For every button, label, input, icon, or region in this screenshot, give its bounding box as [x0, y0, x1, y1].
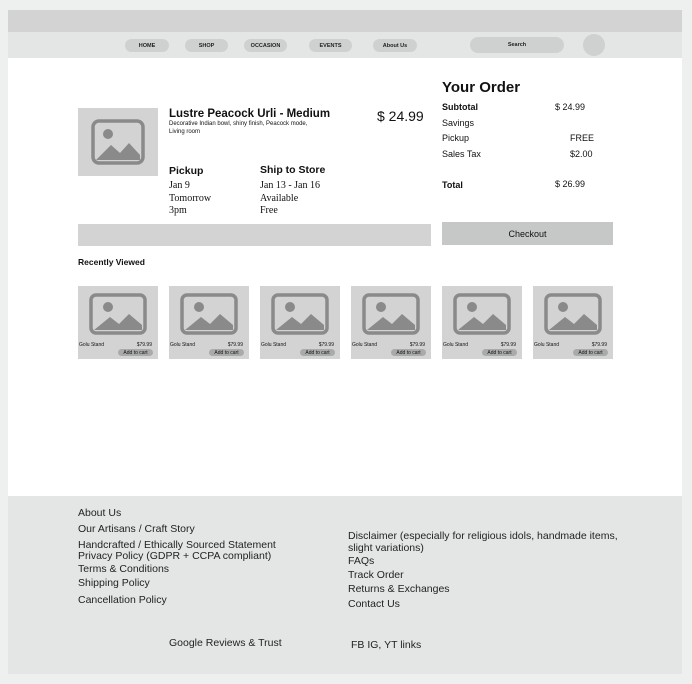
product-card[interactable]: [260, 286, 340, 359]
add-to-cart-button[interactable]: Add to cart: [391, 349, 426, 356]
footer-link-artisans[interactable]: Our Artisans / Craft Story: [78, 523, 195, 535]
top-strip: [8, 10, 682, 32]
google-reviews-link[interactable]: Google Reviews & Trust: [169, 637, 282, 649]
subtotal-label: Subtotal: [442, 102, 478, 112]
image-placeholder-icon: [91, 119, 145, 165]
footer-link-cancellation[interactable]: Cancellation Policy: [78, 594, 167, 606]
image-placeholder-icon: [271, 293, 329, 335]
card-image: [351, 286, 431, 341]
card-price: $79.99: [136, 342, 152, 348]
social-links[interactable]: FB IG, YT links: [351, 639, 422, 651]
sales-tax-label: Sales Tax: [442, 149, 481, 159]
product-title: Lustre Peacock Urli - Medium: [169, 108, 331, 120]
card-name: Golu Stand: [261, 342, 287, 348]
recently-viewed-heading: Recently Viewed: [78, 257, 145, 267]
card-image: [533, 286, 613, 341]
nav-shop[interactable]: SHOP: [185, 39, 228, 52]
card-price: $79.99: [318, 342, 334, 348]
ship-details[interactable]: [260, 180, 320, 218]
footer-link-about-us[interactable]: About Us: [78, 507, 122, 519]
product-card[interactable]: [351, 286, 431, 359]
card-price: $79.99: [591, 342, 607, 348]
total-label: Total: [442, 180, 463, 190]
product-description: Decorative Indian bowl, shiny finish, Peacock mode, Living room: [169, 121, 308, 135]
product-card[interactable]: [533, 286, 613, 359]
image-placeholder-icon: [544, 293, 602, 335]
footer-link-shipping[interactable]: Shipping Policy: [78, 577, 150, 589]
subtotal-value: $ 24.99: [555, 102, 586, 112]
footer-link-track-order[interactable]: Track Order: [348, 569, 404, 581]
total-value: $ 26.99: [555, 179, 586, 189]
ship-dates: Jan 13 - Jan 16: [260, 180, 320, 191]
footer-link-contact[interactable]: Contact Us: [348, 598, 400, 610]
page-frame: [8, 10, 682, 674]
navbar: [8, 32, 682, 58]
checkout-button[interactable]: Checkout: [442, 222, 613, 245]
pickup-details[interactable]: [169, 180, 211, 218]
search-input[interactable]: Search: [470, 37, 564, 53]
product-card[interactable]: [169, 286, 249, 359]
placeholder-bar: [78, 224, 431, 246]
card-image: [260, 286, 340, 341]
footer-link-terms[interactable]: Terms & Conditions: [78, 563, 170, 575]
avatar[interactable]: [583, 34, 605, 56]
card-price: $79.99: [227, 342, 243, 348]
image-placeholder-icon: [180, 293, 238, 335]
ship-heading: Ship to Store: [260, 164, 326, 176]
footer-link-privacy[interactable]: Privacy Policy (GDPR + CCPA compliant): [78, 550, 272, 562]
ship-availability: Available: [260, 192, 299, 204]
order-title: Your Order: [442, 79, 521, 96]
card-name: Golu Stand: [352, 342, 378, 348]
card-name: Golu Stand: [443, 342, 469, 348]
savings-label: Savings: [442, 118, 475, 128]
pickup-day: Tomorrow: [169, 192, 212, 204]
card-price: $79.99: [500, 342, 516, 348]
product-card[interactable]: [442, 286, 522, 359]
product-image: [78, 108, 158, 176]
nav-about-us[interactable]: About Us: [373, 39, 417, 52]
pickup-label: Pickup: [442, 133, 470, 143]
card-name: Golu Stand: [534, 342, 560, 348]
add-to-cart-button[interactable]: Add to cart: [300, 349, 335, 356]
card-image: [169, 286, 249, 341]
pickup-time: 3pm: [169, 205, 187, 216]
nav-events[interactable]: EVENTS: [309, 39, 352, 52]
footer-link-disclaimer[interactable]: Disclaimer (especially for religious idols, handmade items, slight variations): [348, 530, 618, 554]
card-image: [442, 286, 522, 341]
nav-occasion[interactable]: OCCASION: [244, 39, 287, 52]
image-placeholder-icon: [362, 293, 420, 335]
ship-cost: Free: [260, 205, 278, 216]
footer: [8, 496, 682, 674]
product-price: $ 24.99: [377, 108, 424, 124]
pickup-date: Jan 9: [169, 180, 190, 191]
card-name: Golu Stand: [79, 342, 105, 348]
add-to-cart-button[interactable]: Add to cart: [573, 349, 608, 356]
footer-link-handcrafted[interactable]: Handcrafted / Ethically Sourced Statement: [78, 539, 276, 551]
footer-link-faqs[interactable]: FAQs: [348, 555, 375, 567]
pickup-value: FREE: [570, 133, 595, 143]
pickup-heading: Pickup: [169, 165, 204, 177]
nav-home[interactable]: HOME: [125, 39, 169, 52]
add-to-cart-button[interactable]: Add to cart: [482, 349, 517, 356]
product-card[interactable]: [78, 286, 158, 359]
footer-link-returns[interactable]: Returns & Exchanges: [348, 583, 450, 595]
add-to-cart-button[interactable]: Add to cart: [209, 349, 244, 356]
image-placeholder-icon: [453, 293, 511, 335]
card-price: $79.99: [409, 342, 425, 348]
card-name: Golu Stand: [170, 342, 196, 348]
sales-tax-value: $2.00: [570, 149, 593, 159]
add-to-cart-button[interactable]: Add to cart: [118, 349, 153, 356]
card-image: [78, 286, 158, 341]
image-placeholder-icon: [89, 293, 147, 335]
